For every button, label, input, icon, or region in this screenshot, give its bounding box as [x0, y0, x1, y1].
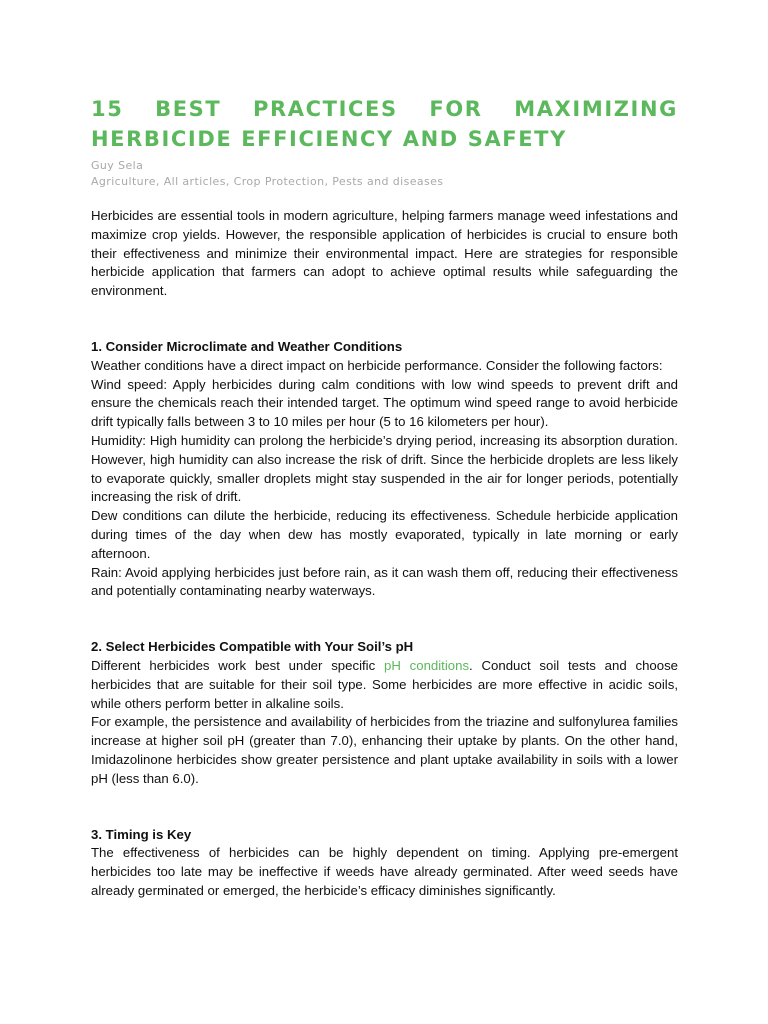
paragraph: Dew conditions can dilute the herbicide, reducing its effectiveness. Schedule herbicide application during times of the day when dew has mostly evaporated, typically in late morning or early afternoon.	[91, 508, 678, 561]
paragraph	[91, 657, 678, 713]
paragraph: For example, the persistence and availability of herbicides from the triazine and sulfonylurea families increase at higher soil pH (greater than 7.0), enhancing their uptake by plants. On the other hand, Imidazolinone herbicides show greater persistence and plant uptake availability in soils with a lower pH (less than 6.0).	[91, 714, 678, 786]
section-soil-ph	[91, 638, 678, 788]
article	[91, 94, 678, 901]
author-name: Guy Sela	[91, 159, 144, 172]
article-title: 15 BEST PRACTICES FOR MAXIMIZING HERBICIDE EFFICIENCY AND SAFETY	[91, 97, 678, 151]
intro-paragraph: Herbicides are essential tools in modern agriculture, helping farmers manage weed infestations and maximize crop yields. However, the responsible application of herbicides is crucial to ensure both their effectiveness and minimize their environmental impact. Here are strategies for responsible herbicide application that farmers can adopt to achieve optimal results while safeguarding the environment.	[91, 208, 678, 299]
section-timing	[91, 826, 678, 901]
section-heading: 1. Consider Microclimate and Weather Conditions	[91, 338, 403, 354]
paragraph: Humidity: High humidity can prolong the herbicide’s drying period, increasing its absorption duration. However, high humidity can also increase the risk of drift. Since the herbicide droplets are less likely to evaporate quickly, smaller droplets might stay suspended in the air for longer periods, potentially increasing the risk of drift.	[91, 432, 678, 505]
paragraph: Wind speed: Apply herbicides during calm conditions with low wind speeds to prevent drift and ensure the chemicals reach their intended target. The optimum wind speed range to avoid herbicide drift typically falls between 3 to 10 miles per hour (5 to 16 kilometers per hour).	[91, 376, 678, 430]
paragraph: Weather conditions have a direct impact on herbicide performance. Consider the following factors:	[91, 357, 663, 373]
article-categories: Agriculture, All articles, Crop Protection, Pests and diseases	[91, 175, 444, 188]
section-heading: 2. Select Herbicides Compatible with Your Soil’s pH	[91, 639, 414, 655]
section-weather	[91, 338, 678, 601]
ph-conditions-link[interactable]: pH conditions	[384, 657, 470, 673]
byline	[91, 158, 678, 190]
paragraph: The effectiveness of herbicides can be highly dependent on timing. Applying pre-emergent herbicides too late may be ineffective if weeds have already germinated. After weed seeds have already germinated or emerged, the herbicide’s efficacy diminishes significantly.	[91, 845, 678, 898]
paragraph-text: . Conduct soil tests and choose herbicides that are suitable for their soil type. Some herbicides are more effective in acidic soils, while others perform better in alkaline soils.	[91, 657, 678, 711]
paragraph: Rain: Avoid applying herbicides just before rain, as it can wash them off, reducing their effectiveness and potentially contaminating nearby waterways.	[91, 564, 678, 599]
paragraph-text: Different herbicides work best under specific	[91, 657, 384, 673]
section-heading: 3. Timing is Key	[91, 826, 192, 842]
